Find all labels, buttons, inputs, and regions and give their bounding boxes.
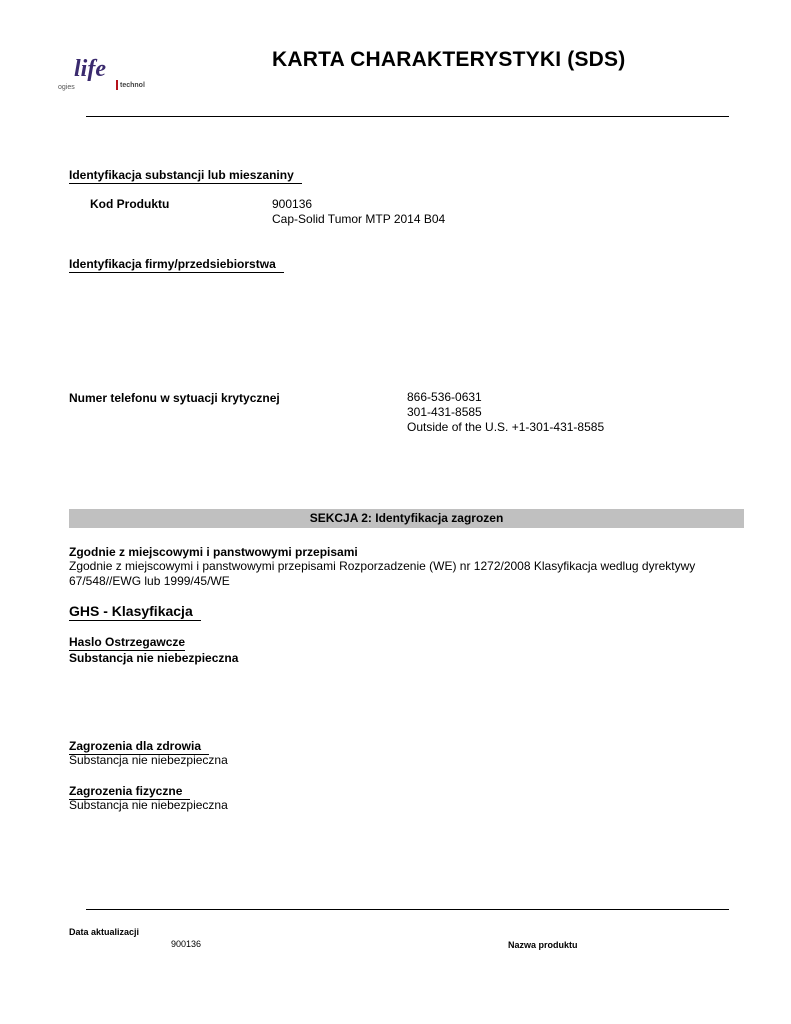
identification-heading-text: Identyfikacja substancji lub mieszaniny <box>69 168 302 184</box>
logo-graphic <box>58 52 168 94</box>
health-hazards-heading <box>69 739 209 753</box>
footer-product-name-label: Nazwa produktu <box>508 940 578 950</box>
health-hazards-value: Substancja nie niebezpieczna <box>69 753 228 767</box>
physical-hazards-value: Substancja nie niebezpieczna <box>69 798 228 812</box>
physical-hazards-heading <box>69 784 190 798</box>
ghs-heading <box>69 603 201 619</box>
logo-text-left: ogies <box>58 84 75 91</box>
emergency-phone-1: 866-536-0631 <box>407 390 482 404</box>
company-heading <box>69 257 284 271</box>
physical-hazards-heading-text: Zagrozenia fizyczne <box>69 784 190 800</box>
compliance-heading: Zgodnie z miejscowymi i panstwowymi przepisami <box>69 545 358 559</box>
footer-divider <box>86 909 729 910</box>
signal-word-heading-text: Haslo Ostrzegawcze <box>69 635 186 649</box>
footer-update-label: Data aktualizacji <box>69 927 140 937</box>
emergency-phone-3: Outside of the U.S. +1-301-431-8585 <box>407 420 605 434</box>
section-2-bar: SEKCJA 2: Identyfikacja zagrozen <box>69 509 744 528</box>
product-name-value: Cap-Solid Tumor MTP 2014 B04 <box>272 212 446 226</box>
company-heading-text: Identyfikacja firmy/przedsiebiorstwa <box>69 257 284 273</box>
compliance-text: Zgodnie z miejscowymi i panstwowymi przepisami Rozporzadzenie (WE) nr 1272/2008 Klasyfikacja wedlug dyrektywy 67/548//EWG lub 1999/45/WE <box>69 559 696 588</box>
product-code-label: Kod Produktu <box>90 197 170 211</box>
document-title: KARTA CHARAKTERYSTYKI (SDS) <box>272 48 626 71</box>
header-divider <box>86 116 729 117</box>
logo-text-right: technol <box>120 82 145 89</box>
signal-word-heading <box>69 635 185 649</box>
ghs-heading-text: GHS - Klasyfikacja <box>69 603 201 621</box>
emergency-phone-label: Numer telefonu w sytuacji krytycznej <box>69 391 280 405</box>
identification-heading <box>69 168 302 182</box>
product-code-value: 900136 <box>272 197 313 211</box>
signal-word-value: Substancja nie niebezpieczna <box>69 651 239 665</box>
footer-product-code: 900136 <box>171 939 202 949</box>
logo-red-mark <box>116 80 118 90</box>
emergency-phone-2: 301-431-8585 <box>407 405 482 419</box>
logo-text-main: life <box>74 56 106 82</box>
company-logo <box>58 52 168 94</box>
health-hazards-heading-text: Zagrozenia dla zdrowia <box>69 739 209 755</box>
